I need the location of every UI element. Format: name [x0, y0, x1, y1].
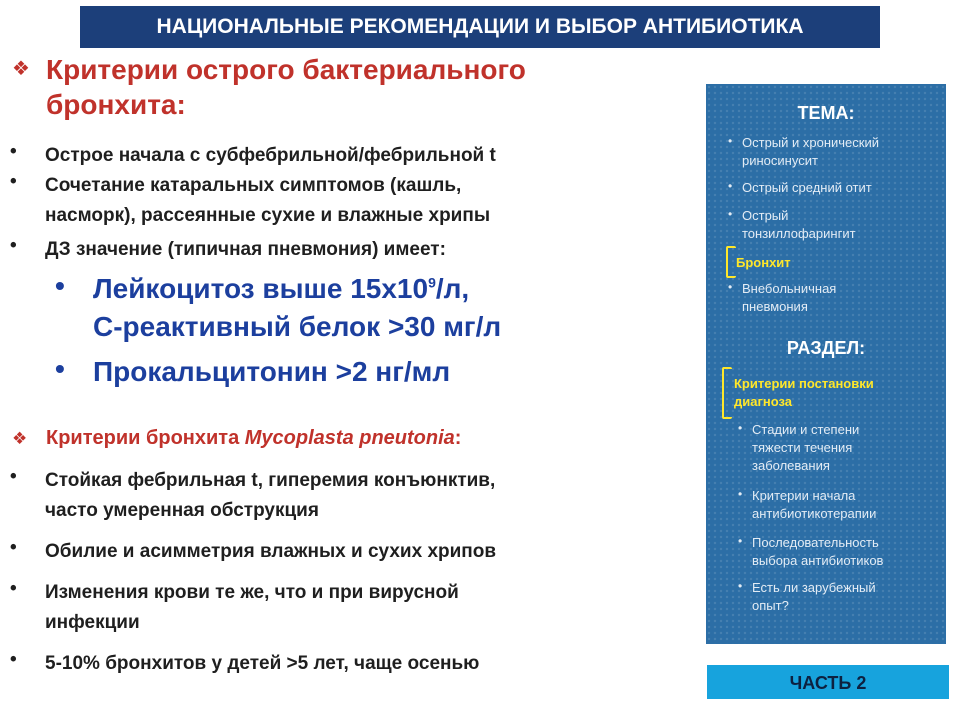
sidebar-item-topic[interactable]: • Внебольничная пневмония	[728, 280, 837, 314]
list-item: • Стойкая фебрильная t, гиперемия конъюнктив, часто умеренная обструкция	[10, 466, 496, 521]
diamond-bullet-icon: ❖	[12, 429, 28, 448]
sidebar-item-active-topic[interactable]: Бронхит	[736, 255, 791, 270]
bullet-dot-icon: •	[10, 466, 17, 487]
bullet-dot-icon: •	[738, 421, 743, 435]
bullet-dot-icon: •	[10, 141, 17, 162]
sub-list-item	[55, 353, 450, 391]
sidebar-item-active-section[interactable]: Критерии постановки диагноза	[734, 376, 874, 409]
yellow-bracket-icon	[726, 246, 736, 278]
diamond-bullet-icon: ❖	[12, 58, 30, 80]
sidebar-item-section[interactable]: • Последовательность выбора антибиотиков	[738, 534, 884, 568]
bullet-dot-icon: •	[738, 487, 743, 501]
bullet-dot-icon: •	[55, 353, 65, 384]
bullet-dot-icon: •	[728, 207, 733, 221]
list-item: • ДЗ значение (типичная пневмония) имеет:	[10, 235, 446, 260]
bullet-dot-icon: •	[55, 270, 65, 301]
sidebar-item-section[interactable]: • Стадии и степени тяжести течения заболевания	[738, 421, 860, 473]
section1-title	[12, 52, 612, 122]
list-item: • Сочетание катаральных симптомов (кашль, насморк), рассеянные сухие и влажные хрипы	[10, 171, 491, 226]
part-label: ЧАСТЬ 2	[789, 673, 867, 693]
section-heading: РАЗДЕЛ:	[786, 338, 866, 358]
sidebar-item-section[interactable]: • Критерии начала антибиотикотерапии	[738, 487, 877, 521]
bullet-dot-icon: •	[10, 235, 17, 256]
bullet-dot-icon: •	[10, 649, 17, 670]
bullet-dot-icon: •	[728, 134, 733, 148]
list-item: • Изменения крови те же, что и при вирусной инфекции	[10, 578, 459, 633]
list-item: • Острое начала с субфебрильной/фебрильной t	[10, 141, 496, 166]
bullet-dot-icon: •	[10, 578, 17, 599]
leukocytosis-text: Лейкоцитоз выше 15х10	[93, 273, 429, 304]
bullet-dot-icon: •	[728, 280, 733, 294]
bullet-dot-icon: •	[738, 579, 743, 593]
list-item: • 5-10% бронхитов у детей >5 лет, чаще осенью	[10, 649, 480, 674]
bullet-dot-icon: •	[738, 534, 743, 548]
page-title: НАЦИОНАЛЬНЫЕ РЕКОМЕНДАЦИИ И ВЫБОР АНТИБИОТИКА	[156, 15, 804, 38]
yellow-bracket-icon	[722, 367, 732, 419]
topic-heading: ТЕМА:	[797, 103, 855, 123]
procalcitonin-text: Прокальцитонин >2 нг/мл	[93, 356, 451, 387]
bullet-dot-icon: •	[728, 179, 733, 193]
section1-title-line1: Критерии острого бактериального	[46, 54, 526, 85]
sidebar-item-section[interactable]: • Есть ли зарубежный опыт?	[738, 579, 876, 613]
sidebar-item-topic[interactable]: • Острый тонзиллофарингит	[728, 207, 856, 241]
sidebar	[706, 84, 946, 644]
list-item: • Обилие и асимметрия влажных и сухих хрипов	[10, 537, 497, 562]
sidebar-item-topic[interactable]: • Острый и хронический риносинусит	[728, 134, 880, 168]
bullet-dot-icon: •	[10, 537, 17, 558]
sub-list-item: • Лейкоцитоз выше $15х10^9/л$, С-реактивный белок >30 мг/л	[55, 270, 501, 346]
part-button[interactable]	[707, 665, 949, 699]
sidebar-item-topic[interactable]: • Острый средний отит	[728, 179, 872, 195]
bullet-dot-icon: •	[10, 171, 17, 192]
crp-text: С-реактивный белок >30 мг/л	[93, 311, 502, 342]
section1-title-line2: бронхита:	[46, 89, 186, 120]
section2-title: ❖ Критерии бронхита Mycoplasta pneutonia:	[12, 425, 692, 451]
